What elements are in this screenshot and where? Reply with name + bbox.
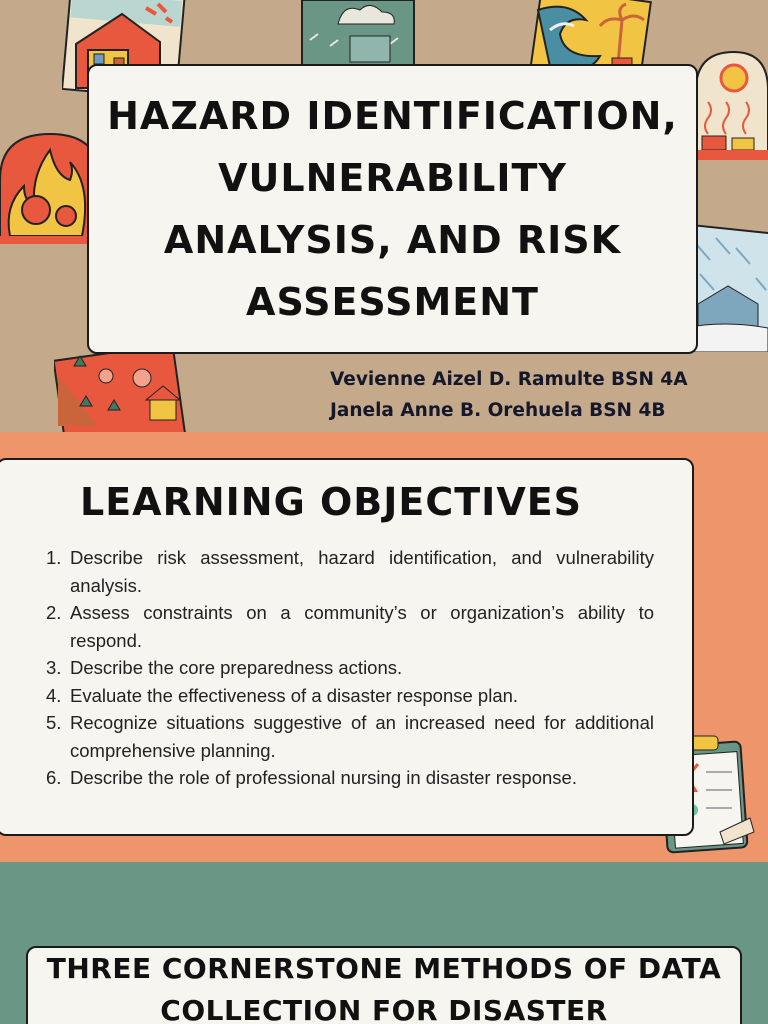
methods-card <box>26 946 742 1024</box>
item-text: Describe risk assessment, hazard identification, and vulnerability analysis. <box>70 547 654 596</box>
objectives-heading: LEARNING OBJECTIVES <box>80 480 583 524</box>
item-text: Describe the core preparedness actions. <box>70 657 403 678</box>
item-number: 5. <box>46 712 62 733</box>
objectives-card <box>0 458 694 836</box>
item-number: 1. <box>46 547 62 568</box>
authors-block <box>330 364 688 426</box>
list-item <box>46 599 654 654</box>
list-item <box>46 544 654 599</box>
item-text: Recognize situations suggestive of an increased need for additional comprehensive planning. <box>70 712 654 761</box>
item-number: 6. <box>46 767 62 788</box>
methods-heading: THREE CORNERSTONE METHODS OF DATA COLLECTION FOR DISASTER <box>46 952 722 1024</box>
title-card <box>87 64 698 354</box>
item-text: Evaluate the effectiveness of a disaster response plan. <box>70 684 519 706</box>
item-number: 4. <box>46 684 62 706</box>
list-item <box>46 682 654 710</box>
item-text: Describe the role of professional nursing in disaster response. <box>70 767 577 788</box>
list-item <box>46 654 654 682</box>
cloud-rain-icon <box>300 0 416 66</box>
author-2: Janela Anne B. Orehuela BSN 4B <box>330 400 666 421</box>
list-item <box>46 709 654 764</box>
item-number: 2. <box>46 602 62 623</box>
landslide-icon <box>54 346 186 432</box>
author-1: Vevienne Aizel D. Ramulte BSN 4A <box>330 369 688 390</box>
item-number: 3. <box>46 657 62 678</box>
item-text: Assess constraints on a community’s or organization’s ability to respond. <box>70 602 654 651</box>
heat-sun-icon <box>694 50 768 160</box>
page-title: HAZARD IDENTIFICATION, VULNERABILITY ANALYSIS, AND RISK ASSESSMENT <box>107 94 678 324</box>
wildfire-icon <box>0 132 100 244</box>
list-item <box>46 764 654 792</box>
objectives-list <box>46 544 654 792</box>
